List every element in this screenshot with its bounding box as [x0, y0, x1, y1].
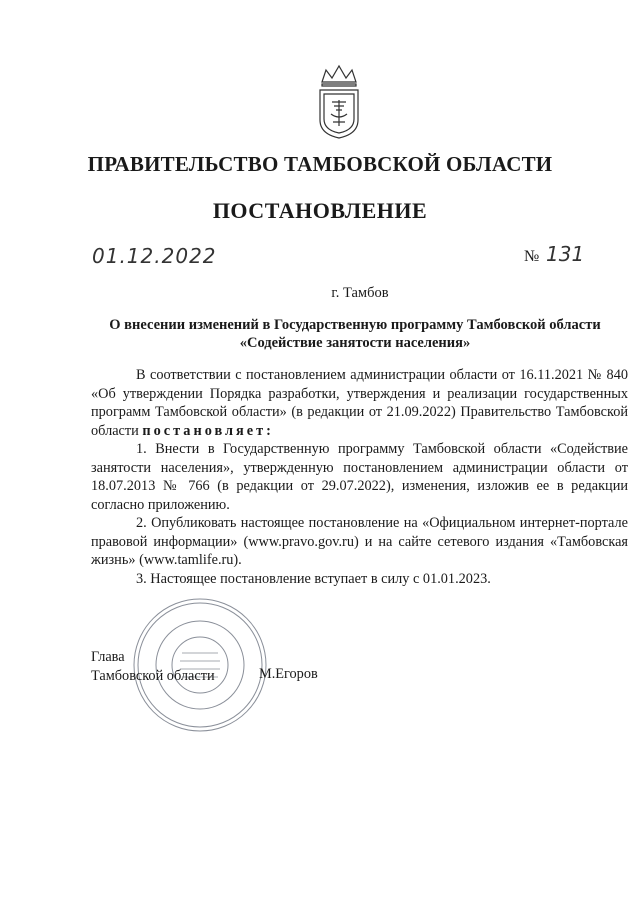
body-item-3: 3. Настоящее постановление вступает в силу с 01.01.2023.	[136, 570, 491, 587]
signatory-name: М.Егоров	[259, 666, 318, 682]
document-number: 131	[546, 242, 585, 266]
signatory-title-line-1: Глава	[91, 649, 125, 665]
body-item-2: 2. Опубликовать настоящее постановление на «Официальном интернет-портале правовой информации» (www.pravo.gov.ru) и на сайте сетевого издания «Тамбовская жизнь» (www.tamlife.ru).	[91, 515, 628, 568]
document-subject	[80, 316, 630, 352]
document-type: ПОСТАНОВЛЕНИЕ	[212, 198, 428, 223]
preamble-text: В соответствии с постановлением администрации области от 16.11.2021 № 840 «Об утверждении Порядка разработки, утверждения и реализации государственных программ Тамбовской области» (в редакции от 21.09.2022) Правительство Тамбовской области	[91, 367, 628, 439]
document-city: г. Тамбов	[331, 285, 389, 301]
body-preamble	[91, 366, 628, 440]
subject-line-2: «Содействие занятости населения»	[239, 335, 471, 351]
body-item-1: 1. Внести в Государственную программу Тамбовской области «Содействие занятости населения», утвержденную постановлением администрации области от 18.07.2013 № 766 (в редакции от 29.07.2022), изменения, изложив ее в редакции согласно приложению.	[91, 441, 628, 513]
organization-title: ПРАВИТЕЛЬСТВО ТАМБОВСКОЙ ОБЛАСТИ	[87, 152, 553, 176]
document-body	[91, 366, 628, 588]
signatory-title	[91, 648, 215, 685]
resolves-text: постановляет:	[142, 422, 274, 439]
subject-line-1: О внесении изменений в Государственную программу Тамбовской области	[109, 317, 601, 333]
document-number-label: №	[524, 248, 540, 265]
signatory-title-line-2: Тамбовской области	[91, 667, 215, 684]
coat-of-arms-icon	[314, 62, 364, 140]
document-date: 01.12.2022	[92, 244, 217, 268]
